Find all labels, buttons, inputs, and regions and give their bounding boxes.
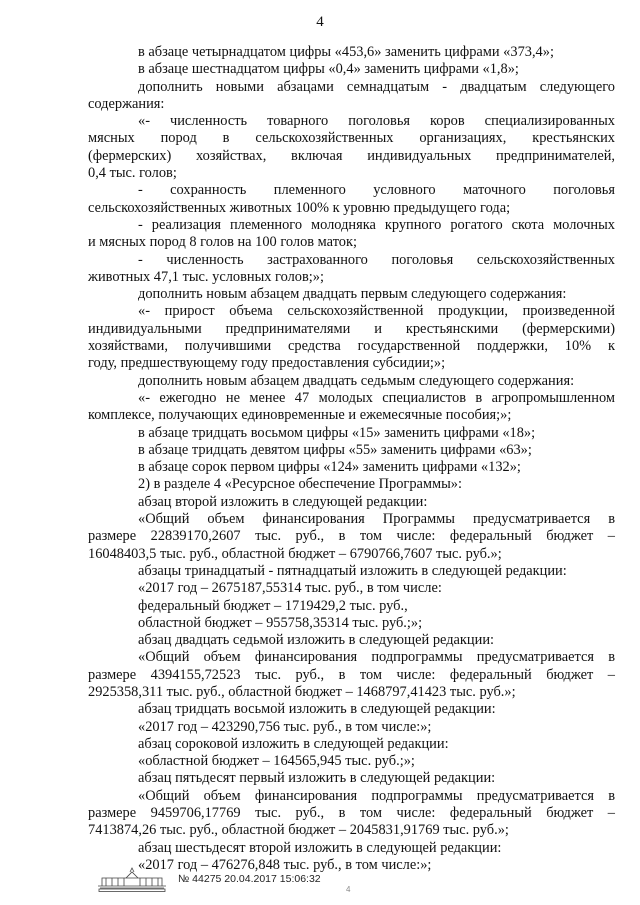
text-line: 2) в разделе 4 «Ресурсное обеспечение Программы»:	[138, 476, 462, 493]
text-line: - численность застрахованного поголовья сельскохозяйственных	[138, 251, 615, 268]
text-line: «Общий объем финансирования Программы предусматривается в	[138, 511, 615, 528]
text-line: областной бюджет – 955758,35314 тыс. руб.;»;	[138, 614, 423, 631]
text-line: федеральный бюджет – 1719429,2 тыс. руб.,	[138, 597, 408, 614]
text-line: животных 47,1 тыс. условных голов;»;	[88, 268, 324, 285]
text-line: дополнить новыми абзацами семнадцатым - двадцатым следующего	[138, 78, 615, 95]
text-line: комплексе, получающих единовременные и ежемесячные пособия;»;	[88, 407, 512, 424]
text-line: году, предшествующему году предоставления субсидии;»;	[88, 355, 446, 372]
text-line: в абзаце четырнадцатом цифры «453,6» заменить цифрами «373,4»;	[138, 44, 554, 60]
text-line: сельскохозяйственных животных 100% к уровню предыдущего года;	[88, 199, 511, 216]
text-line: 2925358,311 тыс. руб., областной бюджет – 1468797,41423 тыс. руб.»;	[88, 683, 516, 700]
text-line: «2017 год – 423290,756 тыс. руб., в том числе:»;	[138, 718, 432, 735]
text-line: - сохранность племенного условного маточного поголовья	[138, 182, 615, 199]
text-line: «Общий объем финансирования подпрограммы предусматривается в	[138, 649, 615, 666]
text-line: содержания:	[88, 95, 165, 112]
text-line: в абзаце тридцать восьмом цифры «15» заменить цифрами «18»;	[138, 424, 536, 441]
text-line: в абзаце тридцать девятом цифры «55» заменить цифрами «63»;	[138, 441, 532, 458]
text-line: и мясных пород 8 голов на 100 голов маток;	[88, 234, 357, 251]
text-line: - реализация племенного молодняка крупного рогатого скота молочных	[138, 216, 615, 233]
page-number: 4	[316, 14, 324, 30]
text-line: 16048403,5 тыс. руб., областной бюджет – 6790766,7607 тыс. руб.»;	[88, 545, 502, 562]
text-line: «- прирост объема сельскохозяйственной продукции, произведенной	[138, 303, 615, 320]
text-line: абзац пятьдесят первый изложить в следующей редакции:	[138, 770, 496, 787]
text-line: дополнить новым абзацем двадцать первым следующего содержания:	[138, 286, 567, 303]
document-body	[88, 44, 615, 874]
text-line: «Общий объем финансирования подпрограммы предусматривается в	[138, 787, 615, 804]
text-line: абзац второй изложить в следующей редакции:	[138, 493, 428, 510]
document-footer	[96, 866, 356, 892]
scan-mark: 4	[346, 885, 351, 894]
text-line: размере 9459706,17769 тыс. руб., в том числе: федеральный бюджет –	[88, 805, 615, 822]
text-line: (фермерских) хозяйствах, включая индивидуальных предпринимателей,	[88, 147, 615, 164]
text-line: абзацы тринадцатый - пятнадцатый изложить в следующей редакции:	[138, 562, 567, 579]
text-line: размере 4394155,72523 тыс. руб., в том числе: федеральный бюджет –	[88, 666, 615, 683]
text-line: мясных пород в сельскохозяйственных организациях, крестьянских	[88, 130, 615, 147]
text-line: в абзаце шестнадцатом цифры «0,4» заменить цифрами «1,8»;	[138, 61, 519, 78]
text-line: «2017 год – 2675187,55314 тыс. руб., в том числе:	[138, 580, 442, 597]
text-line: «- численность товарного поголовья коров специализированных	[138, 113, 615, 130]
text-line: «областной бюджет – 164565,945 тыс. руб.;»;	[138, 753, 415, 770]
text-line: в абзаце сорок первом цифры «124» заменить цифрами «132»;	[138, 459, 521, 476]
text-line: размере 22839170,2607 тыс. руб., в том числе: федеральный бюджет –	[88, 528, 615, 545]
text-line: индивидуальными предпринимателями и крестьянскими (фермерскими)	[88, 320, 615, 337]
text-line: хозяйствами, получившими средства государственной поддержки, 10% к	[88, 338, 615, 355]
text-line: абзац шестьдесят второй изложить в следующей редакции:	[138, 839, 502, 856]
text-line: абзац двадцать седьмой изложить в следующей редакции:	[138, 632, 495, 649]
text-line: абзац тридцать восьмой изложить в следующей редакции:	[138, 701, 496, 718]
text-line: 0,4 тыс. голов;	[88, 165, 177, 182]
text-line: «2017 год – 476276,848 тыс. руб., в том числе:»;	[138, 856, 432, 873]
text-line: абзац сороковой изложить в следующей редакции:	[138, 735, 449, 752]
government-building-logo	[96, 866, 168, 892]
text-line: дополнить новым абзацем двадцать седьмым следующего содержания:	[138, 372, 575, 389]
text-line: «- ежегодно не менее 47 молодых специалистов в агропромышленном	[138, 389, 615, 406]
registration-stamp: № 44275 20.04.2017 15:06:32	[178, 873, 321, 885]
text-line: 7413874,26 тыс. руб., областной бюджет – 2045831,91769 тыс. руб.»;	[88, 822, 509, 839]
